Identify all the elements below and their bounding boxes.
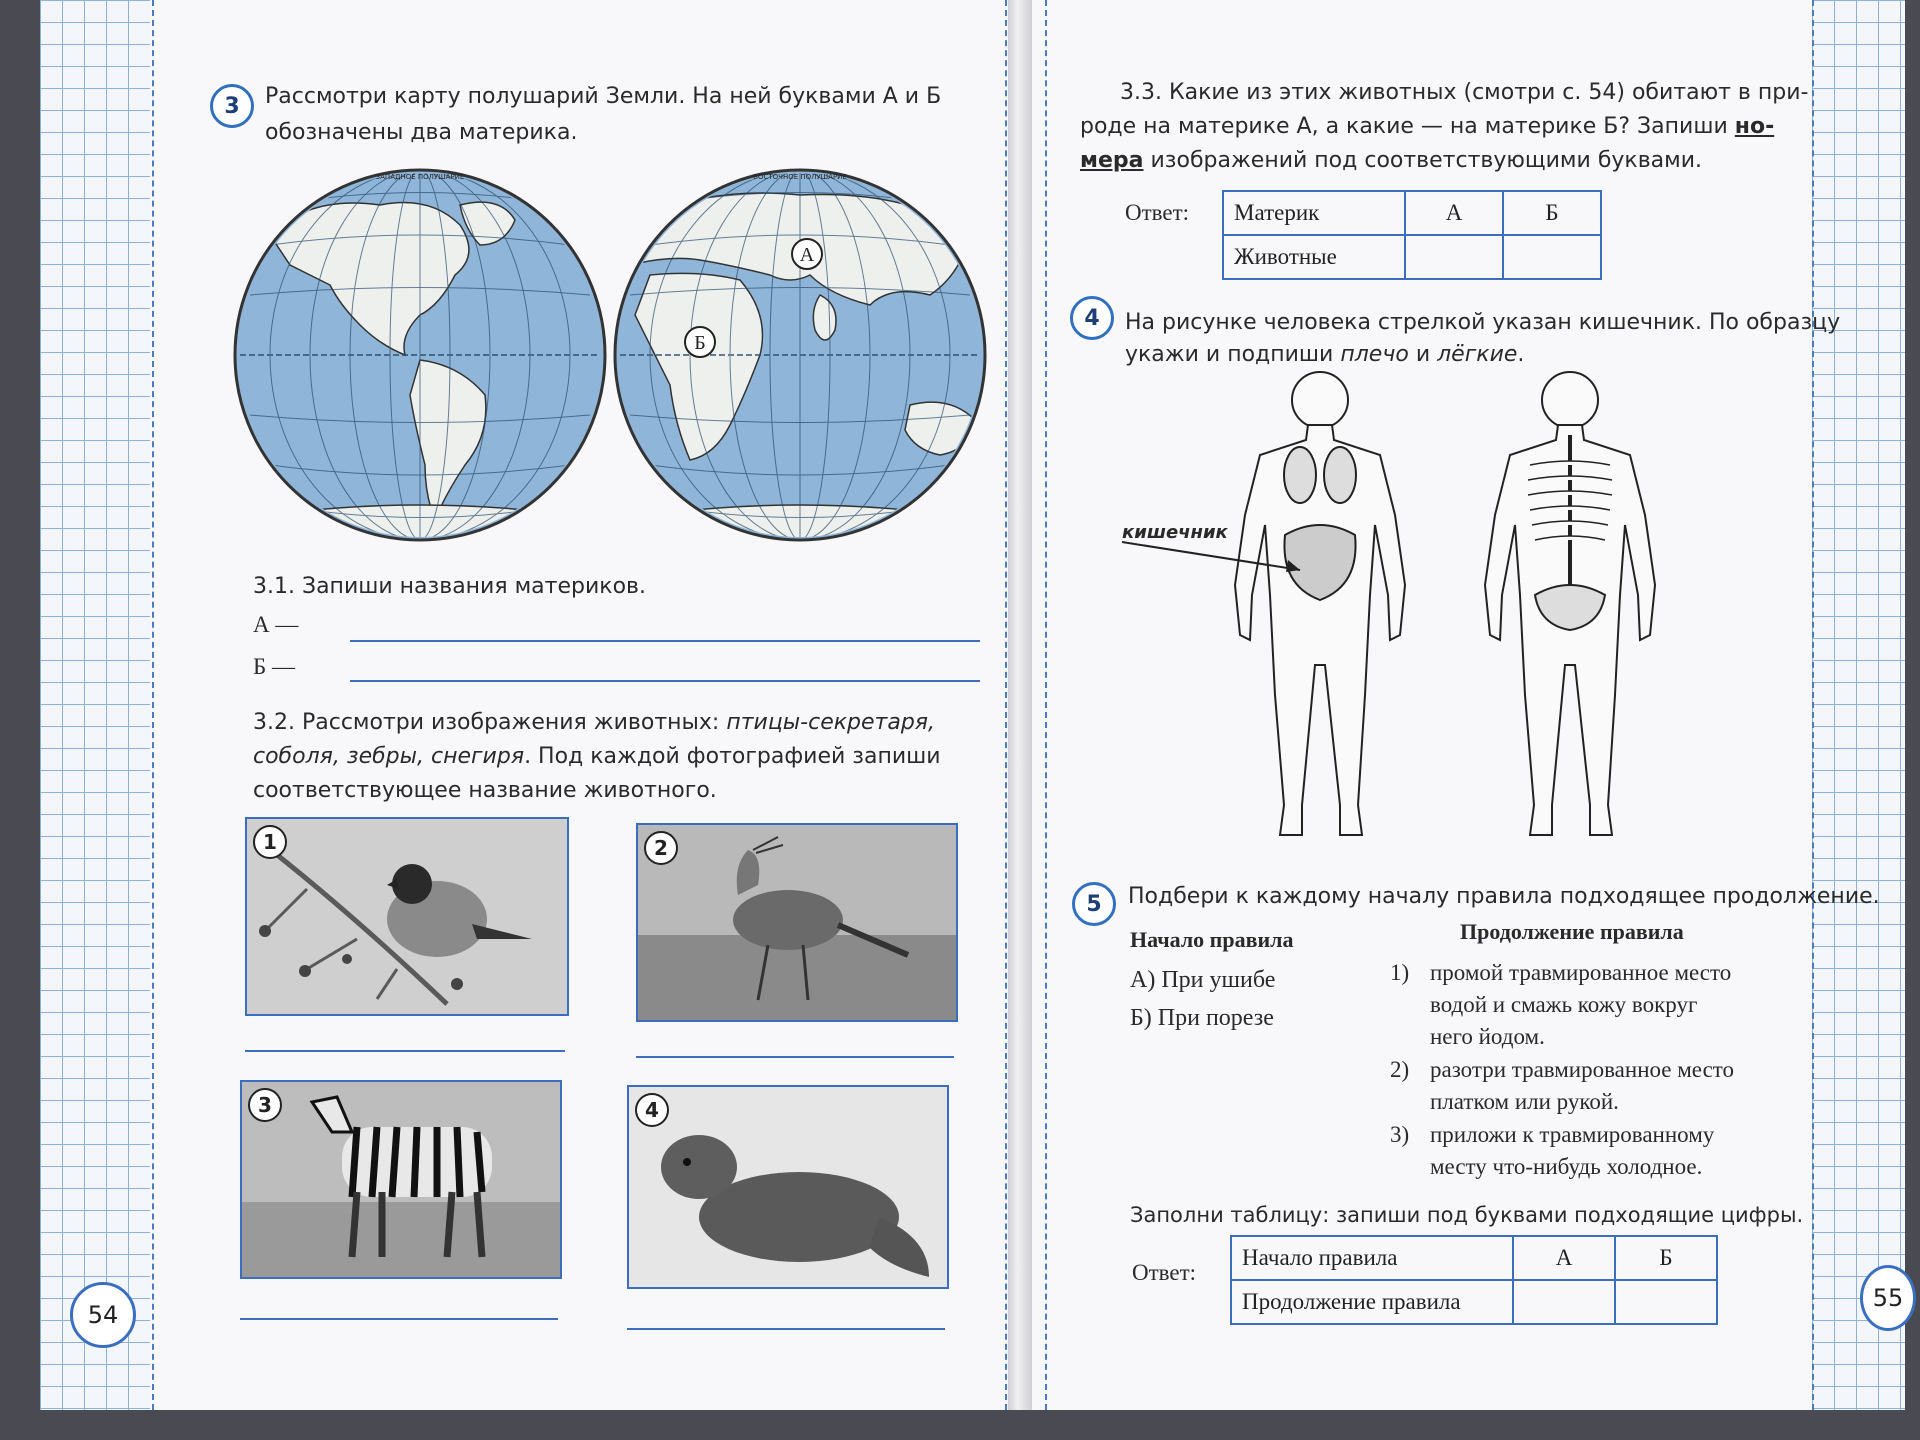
task-3-2-line3: соответствующее название животного. — [253, 778, 717, 803]
intestine-label: кишечник — [1122, 522, 1228, 543]
task-3-3-line3 — [1080, 146, 1702, 176]
task-5-col2-header: Продолжение правила — [1460, 919, 1684, 944]
table-col-b: Б — [1503, 191, 1601, 235]
right-cut-line — [1812, 0, 1814, 1410]
right-inner-cut-line — [1045, 0, 1047, 1410]
western-hemisphere — [235, 170, 605, 550]
task-3-2-italic2: соболя, зебры, снегиря — [253, 744, 525, 769]
task-5-fill-text: Заполни таблицу: запиши под буквами подходящие цифры. — [1130, 1203, 1804, 1227]
task-3-3-answer-label: Ответ: — [1125, 200, 1190, 225]
photo-1-answer-line[interactable] — [245, 1050, 565, 1052]
task-3-3-line3-bold: мера — [1080, 148, 1144, 173]
continuation-2-line2: платком или рукой. — [1430, 1089, 1619, 1114]
task-5-text: Подбери к каждому началу правила подходящее продолжение. — [1128, 884, 1880, 909]
continuation-2-num: 2) — [1390, 1057, 1410, 1082]
continuation-1-line3: него йодом. — [1430, 1024, 1545, 1049]
photo-4-badge: 4 — [635, 1093, 669, 1127]
task-3-2-italic1: птицы-секретаря, — [726, 710, 936, 735]
task-3-2-prefix: 3.2. Рассмотри изображения животных: — [253, 710, 720, 735]
photo-1-badge: 1 — [253, 825, 287, 859]
table-col-b: Б — [1615, 1236, 1717, 1280]
continuation-1-line1: промой травмированное место — [1430, 960, 1732, 985]
left-cut-line — [152, 0, 154, 1410]
page-number-55: 55 — [1860, 1265, 1916, 1331]
continuation-1-num: 1) — [1390, 960, 1410, 985]
right-margin-grid — [1812, 0, 1905, 1410]
task-4-line2-prefix: укажи и подпиши — [1125, 342, 1334, 367]
task-5-answer-table — [1230, 1235, 1718, 1325]
photo-3-badge: 3 — [248, 1088, 282, 1122]
continuation-3-num: 3) — [1390, 1122, 1410, 1147]
task-4-line2-mid: и — [1415, 342, 1431, 367]
task-3-3-line3-rest: изображений под соответствующими буквами. — [1150, 148, 1703, 173]
task-3-number: 3 — [210, 84, 254, 128]
continuation-2-line1: разотри травмированное место — [1430, 1057, 1735, 1082]
photo-2-answer-line[interactable] — [636, 1056, 954, 1058]
left-inner-cut-line — [1005, 0, 1007, 1410]
task-3-3-line2-text: роде на материке А, а какие — на материке Б? Запиши — [1080, 114, 1728, 139]
secretary-bird-image — [638, 825, 956, 1020]
answer-b-label: Б — — [253, 654, 295, 679]
task-3-3-line1: 3.3. Какие из этих животных (смотри с. 54) обитают в при- — [1120, 80, 1809, 105]
task-3-text-line1: Рассмотри карту полушарий Земли. На ней буквами А и Б — [265, 84, 942, 109]
table-cell-continuation-b[interactable] — [1615, 1280, 1717, 1324]
table-col-a: А — [1405, 191, 1503, 235]
table-cell-animals-b[interactable] — [1503, 235, 1601, 279]
task-4-italic-lungs: лёгкие — [1437, 342, 1518, 367]
eastern-hemisphere — [615, 170, 985, 550]
sable-image — [629, 1087, 947, 1287]
photo-4-answer-line[interactable] — [627, 1328, 945, 1330]
task-5-col1-header: Начало правила — [1130, 927, 1294, 952]
table-row-animals-label: Животные — [1223, 235, 1405, 279]
task-4-line1: На рисунке человека стрелкой указан кишечник. По образцу — [1125, 310, 1841, 335]
intestine-arrow — [1120, 540, 1320, 580]
task-3-3-line2-bold: но- — [1734, 114, 1775, 139]
task-3-1-text: 3.1. Запиши названия материков. — [253, 574, 646, 599]
photo-4-sable — [627, 1085, 949, 1289]
photo-3-answer-line[interactable] — [240, 1318, 558, 1320]
rule-start-b: Б) При порезе — [1130, 1005, 1274, 1031]
photo-2-badge: 2 — [644, 831, 678, 865]
table-col-a: А — [1513, 1236, 1615, 1280]
task-5-number: 5 — [1072, 882, 1116, 926]
rule-start-a: А) При ушибе — [1130, 967, 1276, 993]
hemispheres-map — [230, 165, 990, 550]
task-3-2-line2 — [253, 742, 941, 772]
continuation-3-line1: приложи к травмированному — [1430, 1122, 1715, 1147]
task-4-number: 4 — [1070, 296, 1114, 340]
east-hemisphere-title: ВОСТОЧНОЕ ПОЛУШАРИЕ — [753, 173, 847, 181]
task-3-3-line2 — [1080, 112, 1774, 142]
map-letter-a: А — [799, 244, 815, 266]
task-3-2-rest: . Под каждой фотографией запиши — [524, 744, 941, 769]
page-number-54: 54 — [70, 1282, 136, 1348]
task-5-answer-label: Ответ: — [1132, 1260, 1197, 1285]
left-margin-grid — [40, 0, 150, 1410]
bullfinch-image — [247, 819, 567, 1014]
photo-1-bullfinch — [245, 817, 569, 1016]
table-row-start-label: Начало правила — [1231, 1236, 1513, 1280]
photo-2-secretary-bird — [636, 823, 958, 1022]
table-row-continuation-label: Продолжение правила — [1231, 1280, 1513, 1324]
answer-a-label: А — — [253, 612, 299, 637]
front-body-figure — [1235, 372, 1405, 835]
table-cell-continuation-a[interactable] — [1513, 1280, 1615, 1324]
map-letter-b: Б — [694, 332, 706, 354]
task-3-3-answer-table — [1222, 190, 1602, 280]
book-spine — [1008, 0, 1032, 1410]
continuation-3-line2: месту что-нибудь холодное. — [1430, 1154, 1703, 1179]
task-4-italic-shoulder: плечо — [1340, 342, 1409, 367]
task-4-line2-end: . — [1517, 342, 1525, 367]
task-3-text-line2: обозначены два материка. — [265, 120, 578, 145]
back-body-figure — [1485, 372, 1655, 835]
answer-b-line[interactable] — [350, 680, 980, 682]
west-hemisphere-title: ЗАПАДНОЕ ПОЛУШАРИЕ — [375, 173, 465, 181]
table-row-materik-label: Материк — [1223, 191, 1405, 235]
zebra-image — [242, 1082, 560, 1277]
task-3-2-line1 — [253, 708, 935, 738]
human-body-figures — [1230, 365, 1690, 855]
table-cell-animals-a[interactable] — [1405, 235, 1503, 279]
continuation-1-line2: водой и смажь кожу вокруг — [1430, 992, 1698, 1017]
photo-3-zebra — [240, 1080, 562, 1279]
answer-a-line[interactable] — [350, 640, 980, 642]
